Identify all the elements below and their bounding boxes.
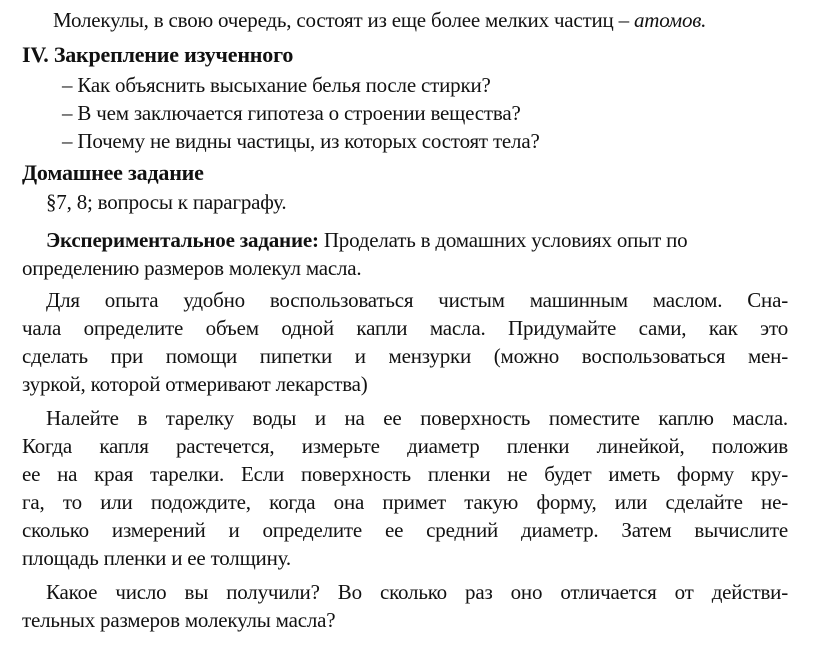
intro-line [53, 8, 706, 32]
section-heading-consolidation: IV. Закрепление изученного [22, 42, 294, 67]
paragraph-line: зуркой, которой отмеривают лекарства) [22, 372, 368, 396]
experiment-text: Проделать в домашних условиях опыт по [318, 228, 688, 252]
paragraph-line: ее на края тарелки. Если поверхность пленки не будет иметь форму кру- [22, 462, 788, 486]
intro-text: Молекулы, в свою очередь, состоят из еще более мелких частиц – [53, 8, 634, 32]
paragraph-line: тельных размеров молекулы масла? [22, 608, 336, 632]
intro-term-atoms: атомов. [634, 8, 707, 32]
paragraph-line: Налейте в тарелку воды и на ее поверхность поместите каплю масла. [46, 406, 788, 430]
paragraph-line: сделать при помощи пипетки и мензурки (можно воспользоваться мен- [22, 344, 788, 368]
question-item: – В чем заключается гипотеза о строении вещества? [62, 101, 521, 125]
question-item: – Почему не видны частицы, из которых состоят тела? [62, 129, 540, 153]
paragraph-line: Для опыта удобно воспользоваться чистым машинным маслом. Сна- [46, 288, 788, 312]
paragraph-line: площадь пленки и ее толщину. [22, 546, 291, 570]
experiment-line [46, 228, 687, 252]
paragraph-line: Какое число вы получили? Во сколько раз оно отличается от действи- [46, 580, 788, 604]
homework-assignment: §7, 8; вопросы к параграфу. [46, 190, 287, 214]
paragraph-line: Когда капля растечется, измерьте диаметр пленки линейкой, положив [22, 434, 788, 458]
question-item: – Как объяснить высыхание белья после стирки? [62, 73, 491, 97]
paragraph-line: чала определите объем одной капли масла. Придумайте сами, как это [22, 316, 788, 340]
paragraph-line: га, то или подождите, когда она примет такую форму, или сделайте не- [22, 490, 788, 514]
paragraph-line: сколько измерений и определите ее средний диаметр. Затем вычислите [22, 518, 788, 542]
homework-heading: Домашнее задание [22, 160, 204, 185]
experiment-line: определению размеров молекул масла. [22, 256, 362, 280]
experiment-label: Экспериментальное задание: [46, 228, 319, 252]
